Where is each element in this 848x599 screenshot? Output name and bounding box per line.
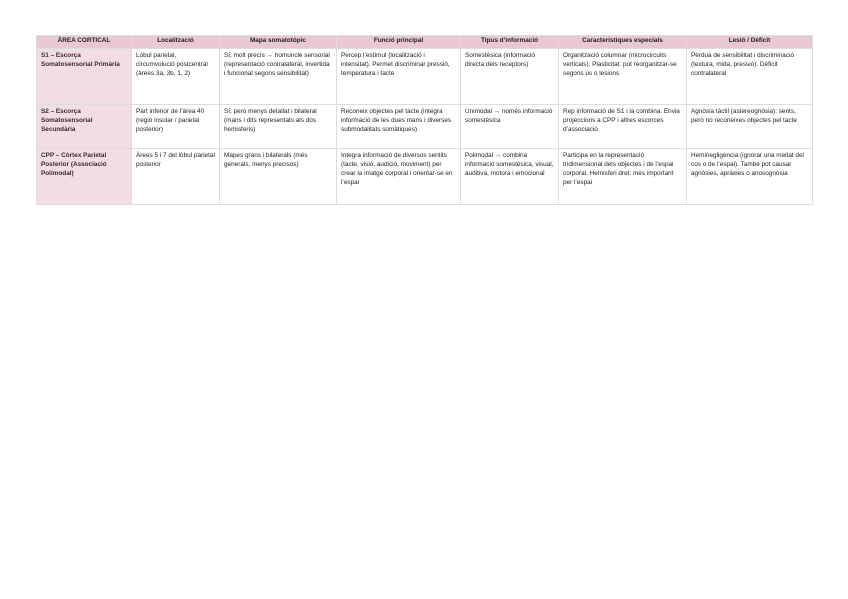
cell-mapa: Mapes grans i bilaterals (més generals, menys precisos) <box>220 149 337 205</box>
cell-tipus: Polimodal → combina informació somestèsica, visual, auditiva, motora i emocional <box>461 149 559 205</box>
cell-area: S2 – Escorça Somatosensorial Secundària <box>37 105 132 149</box>
header-funcio: Funció principal <box>337 36 461 49</box>
header-lesio: Lesió / Dèficit <box>687 36 813 49</box>
cell-tipus: Unimodal → només informació somestèsica <box>461 105 559 149</box>
cell-caracteristiques: Organització columnar (microcircuits verticals). Plasticitat: pot reorganitzar-se segons ús o lesions <box>559 49 687 105</box>
header-tipus: Tipus d’informació <box>461 36 559 49</box>
header-mapa: Mapa somatotòpic <box>220 36 337 49</box>
cell-funcio: Integra informació de diversos sentits (tacte, visió, audició, moviment) per crear la imatge corporal i orientar-se en l’espai <box>337 149 461 205</box>
cell-mapa: Sí, però menys detallat i bilateral (mans i dits representats als dos hemisferis) <box>220 105 337 149</box>
cell-funcio: Percep l’estímul (localització i intensitat). Permet discriminar pressió, temperatura i tacte <box>337 49 461 105</box>
cell-funcio: Reconeix objectes pel tacte (integra informació de les dues mans i diverses submodalitats somàtiques) <box>337 105 461 149</box>
cell-lesio: Agnòsia tàctil (astereognòsia): sents, però no reconeixes objectes pel tacte <box>687 105 813 149</box>
header-caracteristiques: Característiques especials <box>559 36 687 49</box>
cortex-table <box>36 35 813 205</box>
cell-area: CPP – Còrtex Parietal Posterior (Associació Polimodal) <box>37 149 132 205</box>
cell-lesio: Heminegligència (ignorar una meitat del cos o de l’espai). També pot causar agnòsies, apràxies o anosognòsia <box>687 149 813 205</box>
cell-tipus: Somestèsica (informació directa dels receptors) <box>461 49 559 105</box>
cell-lesio: Pèrdua de sensibilitat i discriminació (textura, mida, pressió). Dèficit contralateral <box>687 49 813 105</box>
header-area: ÀREA CORTICAL <box>37 36 132 49</box>
cell-caracteristiques: Participa en la representació tridimensional dels objectes i de l’espai corporal. Hemisferi dret: més important per l’espai <box>559 149 687 205</box>
table-row <box>37 105 813 149</box>
table-row <box>37 49 813 105</box>
cell-area: S1 – Escorça Somatosensorial Primària <box>37 49 132 105</box>
header-localitzacio: Localització <box>132 36 220 49</box>
cell-localitzacio: Àrees 5 i 7 del lòbul parietal posterior <box>132 149 220 205</box>
header-row <box>37 36 813 49</box>
cell-localitzacio: Part inferior de l’àrea 40 (regió insular / parietal posterior) <box>132 105 220 149</box>
cell-caracteristiques: Rep informació de S1 i la combina. Envia projeccions a CPP i altres escorces d’associació <box>559 105 687 149</box>
table-row <box>37 149 813 205</box>
cell-localitzacio: Lòbul parietal, circumvolució postcentral (àrees 3a, 3b, 1, 2) <box>132 49 220 105</box>
cell-mapa: Sí, molt precís → homuncle sensorial (representació contralateral, invertida i funcional segons sensibilitat) <box>220 49 337 105</box>
